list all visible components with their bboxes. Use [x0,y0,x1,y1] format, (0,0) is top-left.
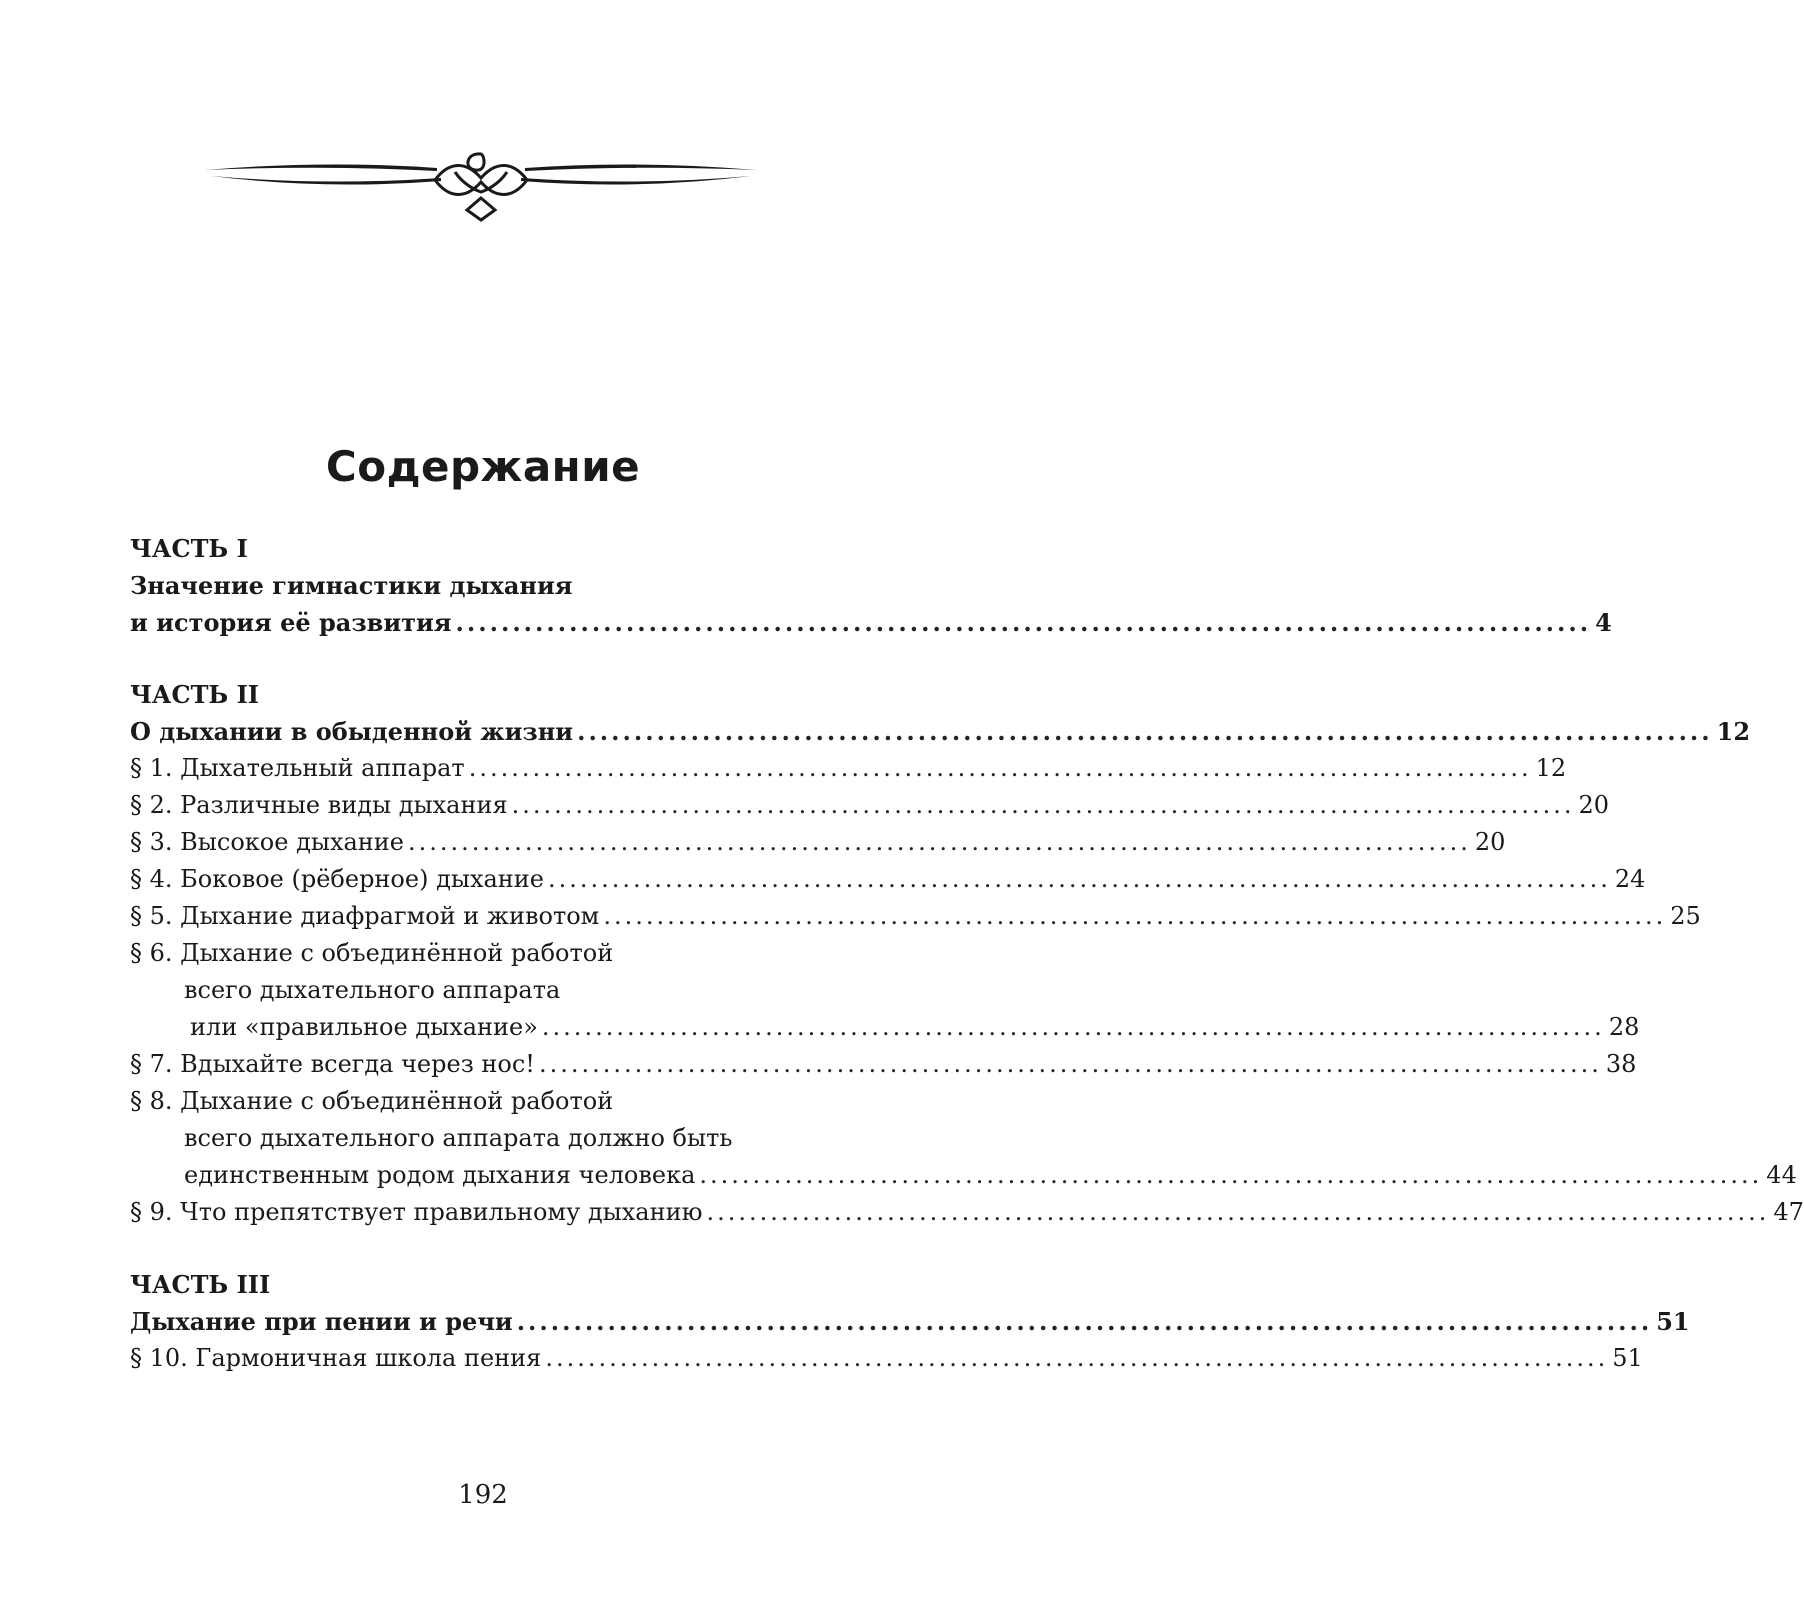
page-number: 192 [458,1480,508,1510]
page-ref: 20 [1578,791,1610,819]
page-ref: 51 [1656,1307,1690,1336]
part-label: ЧАСТЬ I [130,534,248,563]
part-label: ЧАСТЬ III [130,1270,271,1299]
page-ref: 47 [1773,1198,1804,1226]
leader-dots: .................................................................................................... [548,865,1611,893]
page-title: Содержание [325,442,641,491]
page-ref: 38 [1605,1050,1637,1078]
leader-dots: .................................................................................................... [538,1050,1602,1078]
leader-dots: .................................................................................................... [699,1161,1763,1189]
part-label: ЧАСТЬ II [130,680,260,709]
page-ref: 12 [1535,754,1567,782]
leader-dots: .................................................................................................... [577,717,1713,746]
leader-dots: .................................................................................................... [511,791,1575,819]
toc-entry-line[interactable]: всего дыхательного аппарата [184,976,561,1004]
page-ref: 12 [1716,717,1751,746]
toc-entry[interactable]: § 7. Вдыхайте всегда через нос! .................................................................................................... 38 [130,1046,820,1083]
toc-entry[interactable]: § 4. Боковое (рёберное) дыхание .................................................................................................... 24 [130,861,820,898]
toc-entry[interactable]: § 9. Что препятствует правильному дыханию .................................................................................................... 47 [130,1194,820,1231]
page-ref: 44 [1766,1161,1797,1189]
leader-dots: .................................................................................................... [545,1344,1609,1372]
leader-dots: .................................................................................................... [516,1307,1653,1336]
toc-entry[interactable]: § 3. Высокое дыхание .................................................................................................... 20 [130,824,820,861]
leader-dots: .................................................................................................... [468,754,1532,782]
page-ref: 28 [1608,1013,1640,1041]
toc-entry[interactable]: § 5. Дыхание диафрагмой и животом .................................................................................................... 25 [130,898,820,935]
toc-entry-line[interactable]: § 8. Дыхание с объединённой работой [130,1087,614,1115]
page-ref: 51 [1612,1344,1643,1372]
decorative-ornament [205,148,757,228]
toc-entry-line[interactable]: всего дыхательного аппарата должно быть [184,1124,733,1152]
page-ref: 25 [1670,902,1701,930]
toc-entry-line[interactable]: § 6. Дыхание с объединённой работой [130,939,614,967]
page-ref: 4 [1595,608,1612,637]
table-of-contents [130,530,1804,1377]
toc-entry[interactable]: О дыхании в обыденной жизни .................................................................................................... 12 [130,713,820,750]
leader-dots: .................................................................................................... [541,1013,1605,1041]
toc-entry[interactable]: единственным родом дыхания человека .................................................................................................... 44 [130,1157,820,1194]
leader-dots: .................................................................................................... [455,608,1592,637]
toc-entry[interactable]: и история её развития .................................................................................................... 4 [130,604,820,641]
toc-entry[interactable]: § 2. Различные виды дыхания .................................................................................................... 20 [130,787,820,824]
leader-dots: .................................................................................................... [603,902,1667,930]
toc-entry[interactable]: § 1. Дыхательный аппарат .................................................................................................... 12 [130,750,820,787]
toc-entry[interactable]: или «правильное дыхание» .................................................................................................... 28 [130,1009,820,1046]
part-heading-line: Значение гимнастики дыхания [130,571,573,600]
page-ref: 20 [1474,828,1506,856]
leader-dots: .................................................................................................... [407,828,1471,856]
toc-entry[interactable]: § 10. Гармоничная школа пения .................................................................................................... 51 [130,1340,820,1377]
leader-dots: .................................................................................................... [706,1198,1770,1226]
page-ref: 24 [1614,865,1646,893]
toc-entry[interactable]: Дыхание при пении и речи .................................................................................................... 51 [130,1303,820,1340]
